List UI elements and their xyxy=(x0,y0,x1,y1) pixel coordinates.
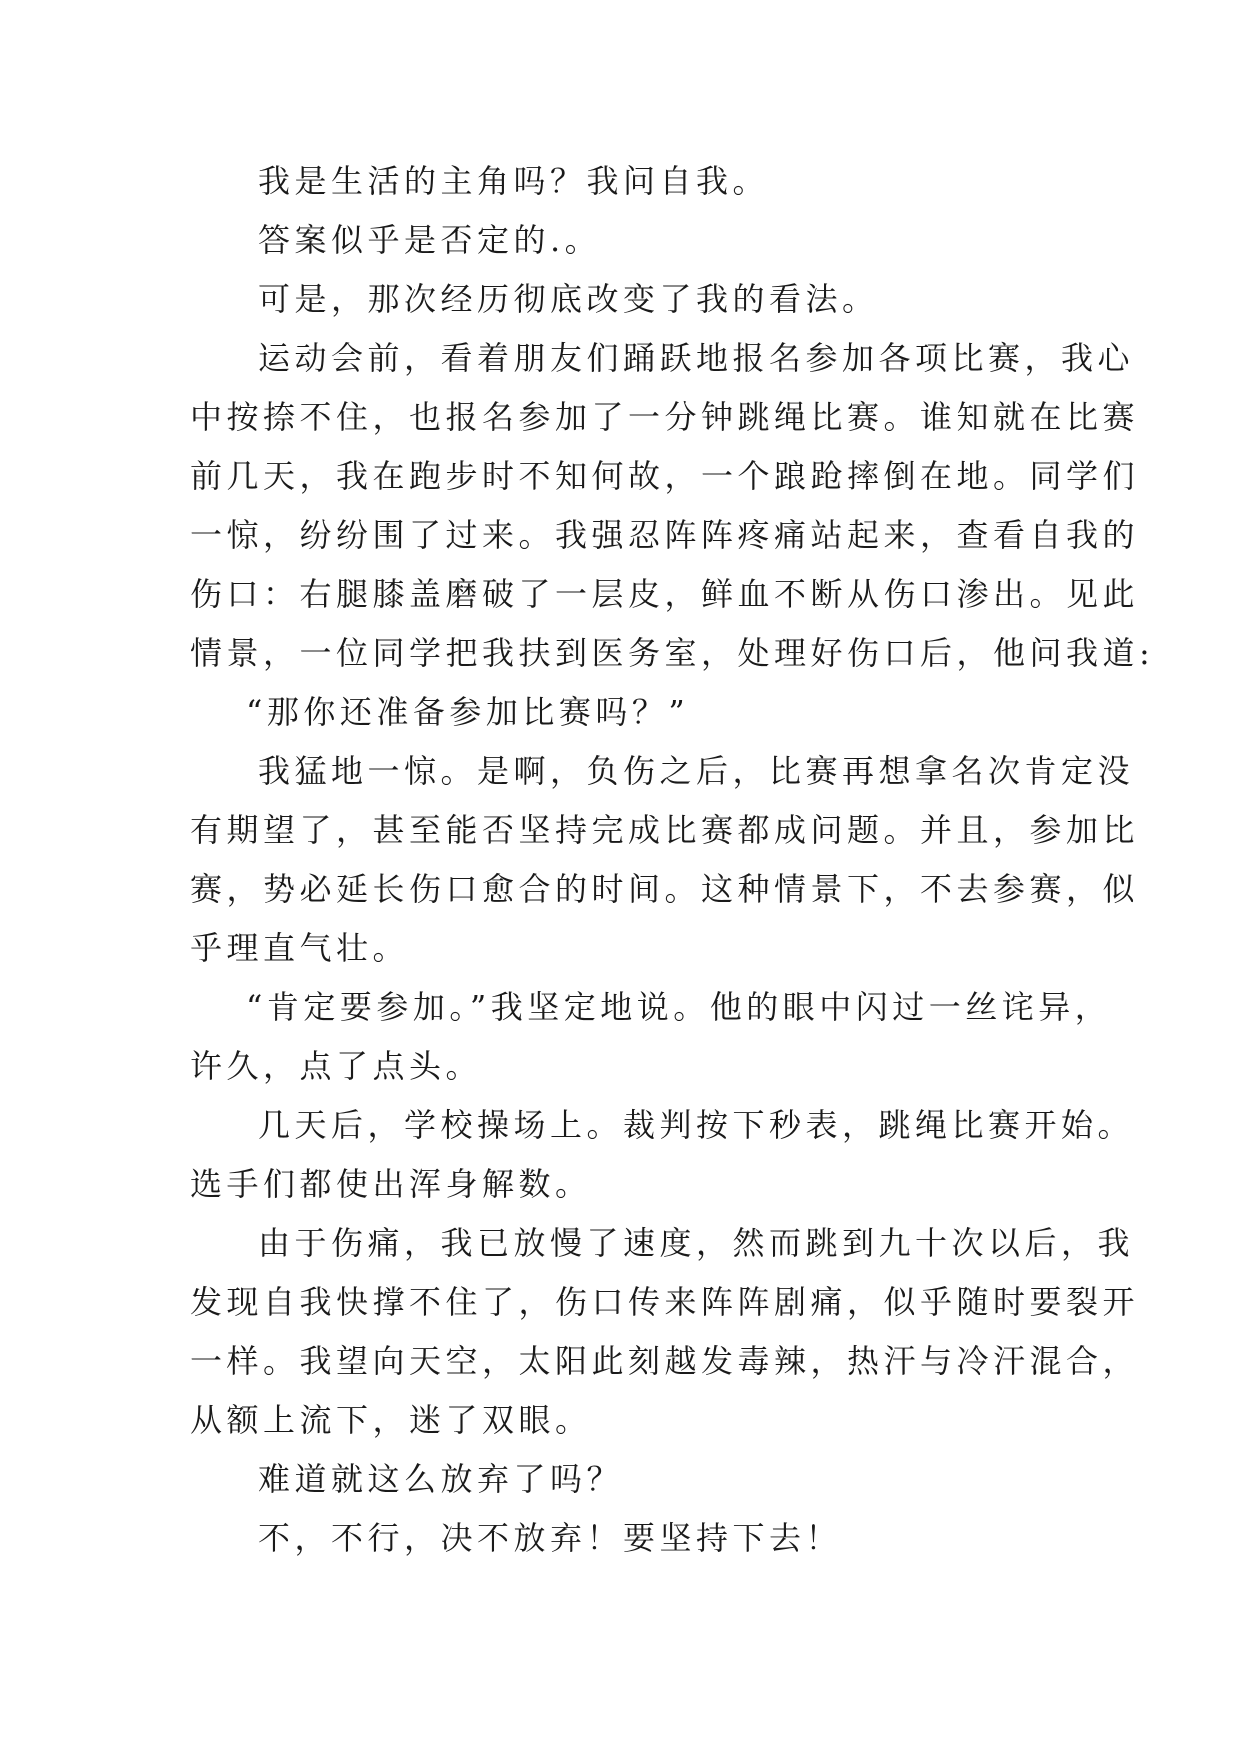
text-line: 难道就这么放弃了吗？ xyxy=(258,1460,624,1498)
text-line: 情景，一位同学把我扶到医务室，处理好伤口后，他问我道: xyxy=(190,634,1155,672)
text-line: 一惊，纷纷围了过来。我强忍阵阵疼痛站起来，查看自我的 xyxy=(190,516,1140,554)
essay-body xyxy=(190,152,1155,1568)
text-line: 从额上流下，迷了双眼。 xyxy=(190,1401,592,1439)
text-line: 赛，势必延长伤口愈合的时间。这种情景下，不去参赛，似 xyxy=(190,870,1140,908)
text-line: 几天后，学校操场上。裁判按下秒表，跳绳比赛开始。 xyxy=(258,1106,1135,1144)
text-line: 答案似乎是否定的.。 xyxy=(258,221,602,259)
text-line: 发现自我快撑不住了，伤口传来阵阵剧痛，似乎随时要裂开 xyxy=(190,1283,1140,1321)
text-line: “那你还准备参加比赛吗？” xyxy=(246,693,690,731)
text-line: 我猛地一惊。是啊，负伤之后，比赛再想拿名次肯定没 xyxy=(258,752,1135,790)
text-line: 乎理直气壮。 xyxy=(190,929,410,967)
text-line: “肯定要参加。”我坚定地说。他的眼中闪过一丝诧异， xyxy=(246,988,1112,1026)
text-line: 不，不行，决不放弃！要坚持下去！ xyxy=(258,1519,843,1557)
text-line: 伤口：右腿膝盖磨破了一层皮，鲜血不断从伤口渗出。见此 xyxy=(190,575,1140,613)
text-line: 中按捺不住，也报名参加了一分钟跳绳比赛。谁知就在比赛 xyxy=(190,398,1140,436)
text-line: 运动会前，看着朋友们踊跃地报名参加各项比赛，我心 xyxy=(258,339,1135,377)
text-line: 选手们都使出浑身解数。 xyxy=(190,1165,592,1203)
text-line: 许久，点了点头。 xyxy=(190,1047,483,1085)
text-line: 可是，那次经历彻底改变了我的看法。 xyxy=(258,280,879,318)
text-line: 由于伤痛，我已放慢了速度，然而跳到九十次以后，我 xyxy=(258,1224,1135,1262)
text-line: 前几天，我在跑步时不知何故，一个踉跄摔倒在地。同学们 xyxy=(190,457,1140,495)
text-line: 有期望了，甚至能否坚持完成比赛都成问题。并且，参加比 xyxy=(190,811,1140,849)
text-line: 一样。我望向天空，太阳此刻越发毒辣，热汗与冷汗混合， xyxy=(190,1342,1140,1380)
text-line: 我是生活的主角吗？我问自我。 xyxy=(258,162,770,200)
